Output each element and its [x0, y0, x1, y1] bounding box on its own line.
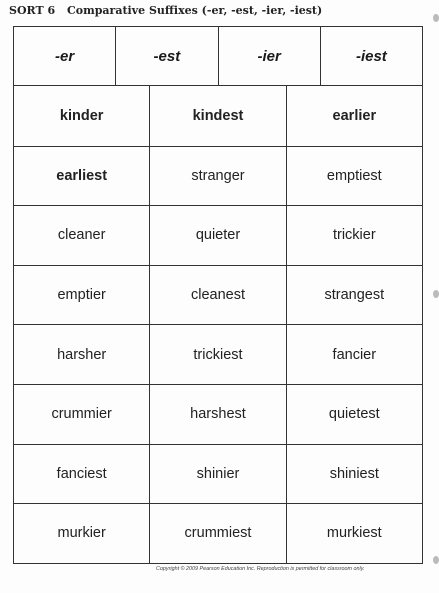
- word-card-row: [14, 265, 422, 325]
- header-card-ier: -ier: [219, 27, 321, 85]
- header-card-er: -er: [14, 27, 116, 85]
- word-card: trickiest: [150, 325, 286, 384]
- word-card: stranger: [150, 147, 286, 206]
- worksheet-header: [9, 4, 322, 17]
- word-card-row: [14, 86, 422, 146]
- word-card-row: [14, 146, 422, 206]
- margin-hole-mark: [433, 14, 439, 22]
- word-card-row: [14, 324, 422, 384]
- word-card: quieter: [150, 206, 286, 265]
- word-card: fancier: [332, 346, 377, 363]
- word-card: emptiest: [326, 167, 382, 184]
- word-card-grid: [13, 86, 423, 564]
- word-card: harsher: [14, 325, 150, 384]
- word-card-row: [14, 384, 422, 444]
- word-card: earliest: [14, 147, 150, 206]
- header-card-iest: -iest: [355, 47, 387, 65]
- header-card-est: -est: [116, 27, 218, 85]
- word-card: emptier: [14, 266, 150, 325]
- word-card: murkiest: [326, 525, 382, 542]
- word-sort-sheet: [13, 26, 423, 564]
- word-card: shiniest: [329, 465, 379, 482]
- word-card: trickier: [332, 227, 376, 244]
- word-card: crummiest: [150, 504, 286, 563]
- margin-hole-mark: [433, 556, 439, 564]
- margin-hole-mark: [433, 290, 439, 298]
- word-card-row: [14, 444, 422, 504]
- word-card: cleaner: [14, 206, 150, 265]
- word-card: quietest: [328, 406, 380, 423]
- word-card: harshest: [150, 385, 286, 444]
- copyright-notice: Copyright © 2009 Pearson Education Inc. Reproduction is permitted for classroom only.: [156, 566, 365, 572]
- word-card-row: [14, 205, 422, 265]
- word-card: cleanest: [150, 266, 286, 325]
- header-row: [13, 26, 423, 86]
- word-card-row: [14, 503, 422, 563]
- word-card: kinder: [14, 86, 150, 146]
- word-card: kindest: [150, 86, 286, 146]
- word-card: crummier: [14, 385, 150, 444]
- word-card: fanciest: [14, 445, 150, 504]
- word-card: murkier: [14, 504, 150, 563]
- word-card: earlier: [332, 107, 377, 124]
- sort-title: Comparative Suffixes (-er, -est, -ier, -iest): [67, 4, 323, 17]
- word-card: shinier: [150, 445, 286, 504]
- word-card: strangest: [324, 287, 385, 304]
- sort-number: SORT 6: [9, 4, 56, 17]
